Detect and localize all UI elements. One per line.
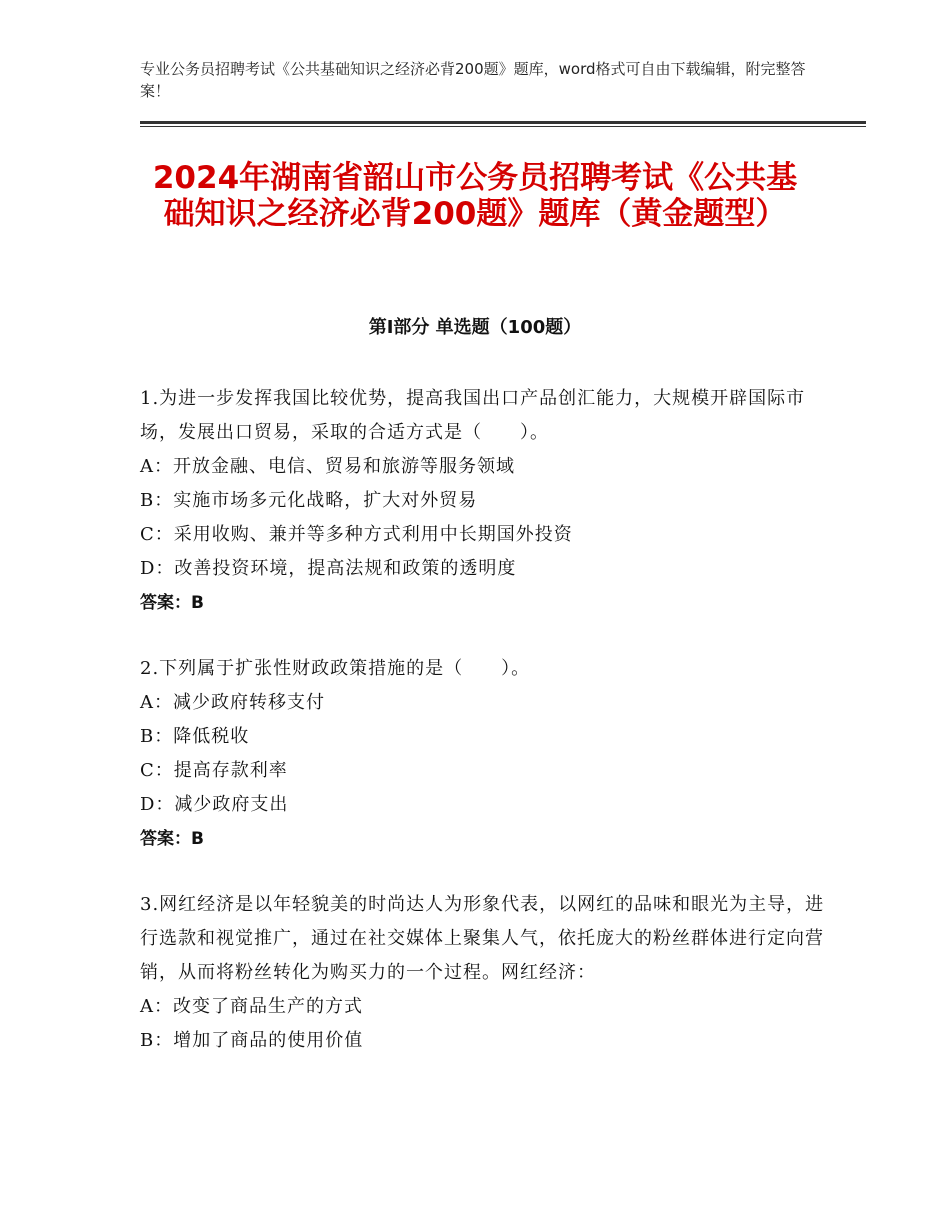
header-note: 专业公务员招聘考试《公共基础知识之经济必背200题》题库，word格式可自由下载编辑，附完整答案！ [140, 60, 806, 100]
section-heading: 第I部分 单选题（100题） [368, 317, 582, 338]
question-stem: 1.为进一步发挥我国比较优势，提高我国出口产品创汇能力，大规模开辟国际市场，发展出口贸易，采取的合适方式是（ ）。 [140, 388, 806, 443]
option-b: B：实施市场多元化战略，扩大对外贸易 [140, 490, 478, 511]
option-a: A：减少政府转移支付 [140, 692, 325, 713]
option-c: C：提高存款利率 [140, 760, 288, 781]
option-a: A：开放金融、电信、贸易和旅游等服务领域 [140, 456, 515, 477]
option-d: D：改善投资环境，提高法规和政策的透明度 [140, 558, 517, 579]
header-rule-thin [140, 126, 866, 127]
question-stem: 3.网红经济是以年轻貌美的时尚达人为形象代表，以网红的品味和眼光为主导，进行选款和视觉推广，通过在社交媒体上聚集人气，依托庞大的粉丝群体进行定向营销，从而将粉丝转化为购买力的一个过程。网红经济： [140, 894, 825, 983]
answer-line: 答案：B [140, 829, 204, 849]
question-stem: 2.下列属于扩张性财政政策措施的是（ ）。 [140, 658, 531, 679]
option-d: D：减少政府支出 [140, 794, 289, 815]
question-3 [140, 888, 830, 1058]
question-list [140, 382, 830, 1090]
option-b: B：增加了商品的使用价值 [140, 1030, 364, 1051]
option-a: A：改变了商品生产的方式 [140, 996, 363, 1017]
answer-line: 答案：B [140, 593, 204, 613]
option-b: B：降低税收 [140, 726, 250, 747]
document-title: 2024年湖南省韶山市公务员招聘考试《公共基础知识之经济必背200题》题库（黄金题型） [152, 160, 798, 232]
question-1 [140, 382, 830, 620]
question-2 [140, 652, 830, 856]
option-c: C：采用收购、兼并等多种方式利用中长期国外投资 [140, 524, 573, 545]
header-rule-thick [140, 121, 866, 124]
